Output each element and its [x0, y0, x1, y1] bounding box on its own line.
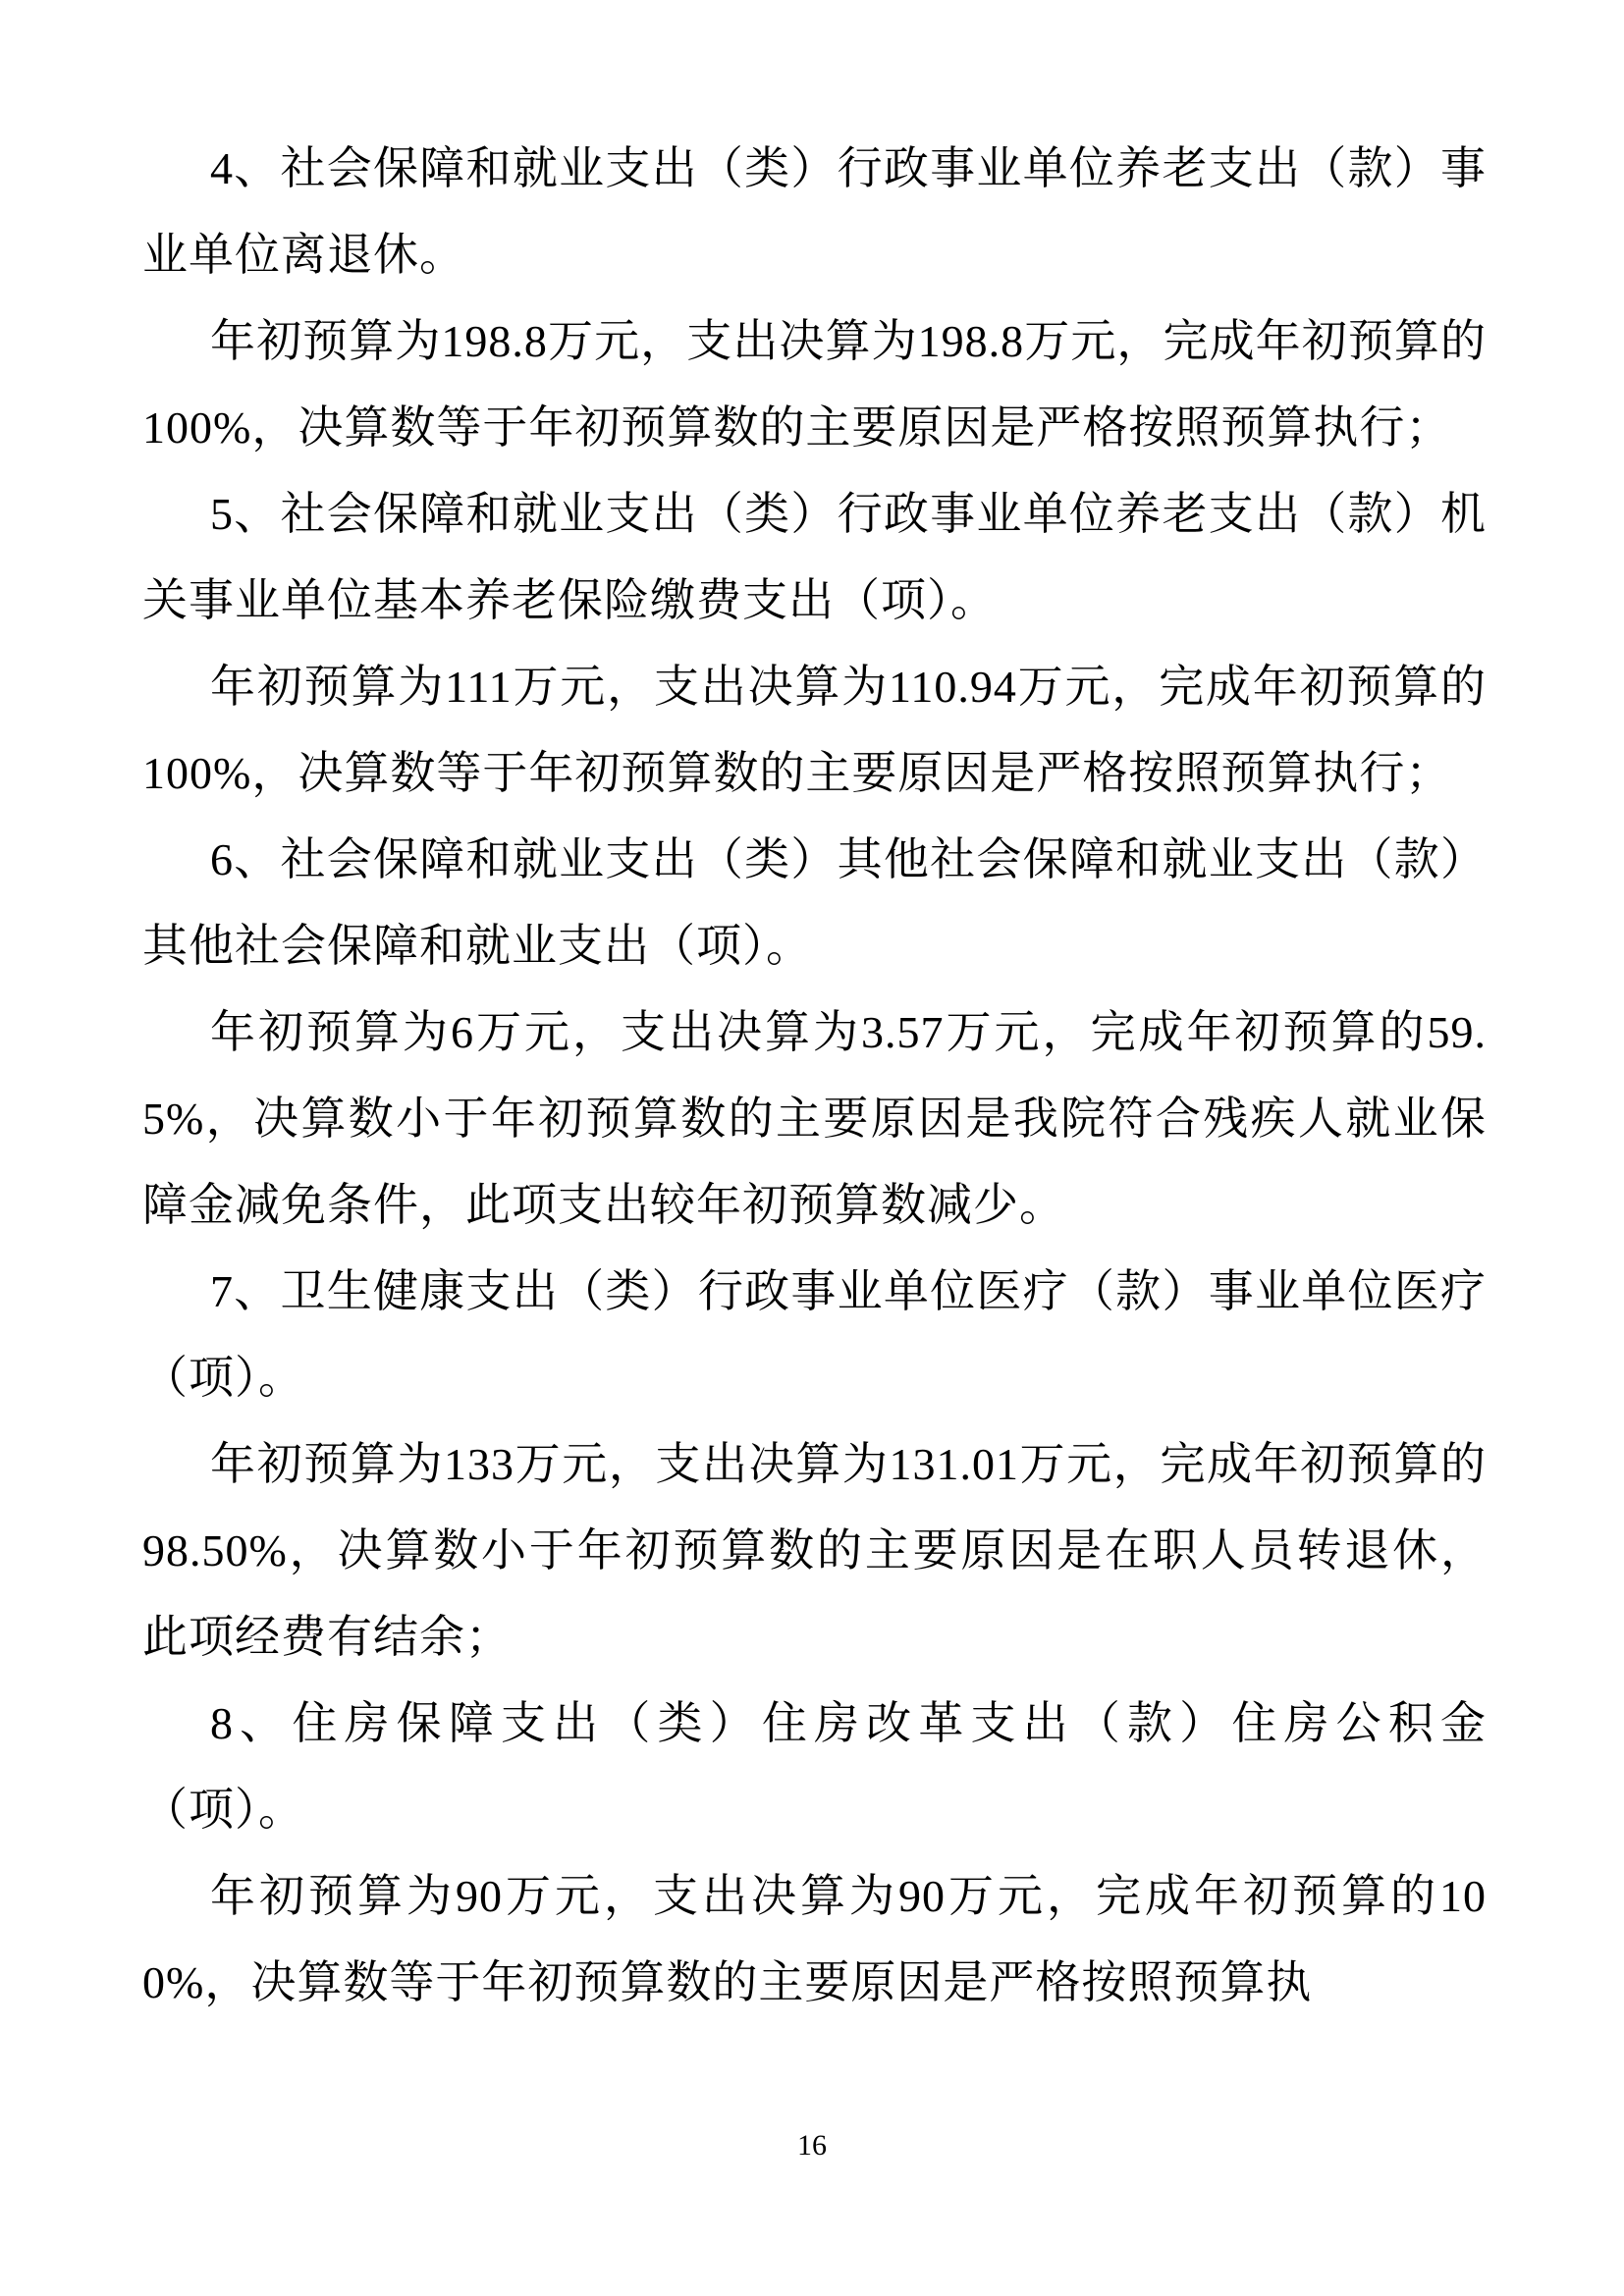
page-footer: [0, 2128, 1624, 2163]
page-number: 16: [797, 2129, 827, 2162]
paragraph-item-8-title: 8、住房保障支出（类）住房改革支出（款）住房公积金（项）。: [142, 1698, 1487, 1835]
paragraph-item-5-title: 5、社会保障和就业支出（类）行政事业单位养老支出（款）机关事业单位基本养老保险缴费支出（项）。: [142, 489, 1487, 625]
document-body: [142, 126, 1487, 2026]
paragraph-item-6-title: 6、社会保障和就业支出（类）其他社会保障和就业支出（款）其他社会保障和就业支出（项）。: [142, 834, 1487, 971]
paragraph-item-4-title: 4、社会保障和就业支出（类）行政事业单位养老支出（款）事业单位离退休。: [142, 143, 1487, 280]
paragraph-item-7-detail: 年初预算为133万元，支出决算为131.01万元，完成年初预算的98.50%，决算数小于年初预算数的主要原因是在职人员转退休，此项经费有结余；: [142, 1439, 1487, 1662]
paragraph-item-6-detail: 年初预算为6万元，支出决算为3.57万元，完成年初预算的59.5%，决算数小于年初预算数的主要原因是我院符合残疾人就业保障金减免条件，此项支出较年初预算数减少。: [142, 1007, 1487, 1230]
paragraph-item-8-detail: 年初预算为90万元，支出决算为90万元，完成年初预算的100%，决算数等于年初预算数的主要原因是严格按照预算执: [142, 1871, 1487, 2007]
paragraph-item-5-detail: 年初预算为111万元，支出决算为110.94万元，完成年初预算的100%，决算数等于年初预算数的主要原因是严格按照预算执行；: [142, 662, 1487, 798]
paragraph-item-4-detail: 年初预算为198.8万元，支出决算为198.8万元，完成年初预算的100%，决算数等于年初预算数的主要原因是严格按照预算执行；: [142, 316, 1487, 453]
paragraph-item-7-title: 7、卫生健康支出（类）行政事业单位医疗（款）事业单位医疗（项）。: [142, 1266, 1487, 1403]
